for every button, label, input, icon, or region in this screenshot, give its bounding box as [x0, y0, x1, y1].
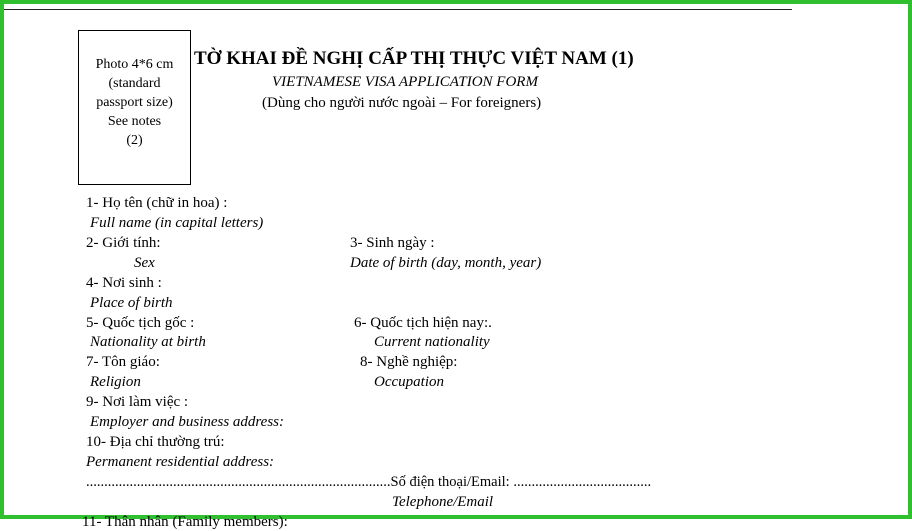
- form-subtitle-note: (Dùng cho người nước ngoài – For foreigners): [262, 95, 542, 111]
- photo-label-line3: passport size): [96, 95, 173, 110]
- field-6-label-en: Current nationality: [374, 334, 490, 350]
- field-3-label-en: Date of birth (day, month, year): [350, 255, 542, 271]
- field-1-label-en: Full name (in capital letters): [90, 215, 264, 231]
- field-10-label-vn: 10- Địa chỉ thường trú:: [86, 434, 225, 450]
- field-7-label-en: Religion: [90, 374, 141, 390]
- field-4-label-en: Place of birth: [90, 295, 173, 311]
- field-9-label-vn: 9- Nơi làm việc :: [86, 394, 189, 410]
- field-4-label-vn: 4- Nơi sinh :: [86, 275, 162, 291]
- field-10-label-en: Permanent residential address:: [86, 454, 275, 470]
- address-phone-line: ....................................................................................Số điện thoại/Email: ......................................: [86, 474, 652, 490]
- field-8-label-en: Occupation: [374, 374, 444, 390]
- field-8-label-vn: 8- Nghề nghiệp:: [360, 354, 458, 370]
- field-3-label-vn: 3- Sinh ngày :: [350, 235, 435, 251]
- field-2-label-en: Sex: [134, 255, 155, 271]
- field-6-label-vn: 6- Quốc tịch hiện nay:.: [354, 315, 492, 331]
- top-rule: [4, 9, 792, 10]
- photo-label-line1: Photo 4*6 cm: [95, 57, 174, 72]
- field-7-label-vn: 7- Tôn giáo:: [86, 354, 160, 370]
- form-subtitle-en: VIETNAMESE VISA APPLICATION FORM: [272, 74, 538, 90]
- field-1-label-vn: 1- Họ tên (chữ in hoa) :: [86, 195, 228, 211]
- photo-label-line2: (standard: [108, 76, 161, 91]
- photo-box: [78, 30, 191, 185]
- field-11-label-vn: 11- Thân nhân (Family members):: [82, 514, 288, 530]
- photo-label-line4: See notes: [107, 114, 162, 129]
- field-5-label-vn: 5- Quốc tịch gốc :: [86, 315, 195, 331]
- field-5-label-en: Nationality at birth: [90, 334, 206, 350]
- form-title: TỜ KHAI ĐỀ NGHỊ CẤP THỊ THỰC VIỆT NAM (1): [194, 48, 634, 69]
- field-9-label-en: Employer and business address:: [90, 414, 285, 430]
- phone-email-label-en: Telephone/Email: [392, 494, 494, 510]
- photo-label-line5: (2): [126, 133, 143, 148]
- field-2-label-vn: 2- Giới tính:: [86, 235, 161, 251]
